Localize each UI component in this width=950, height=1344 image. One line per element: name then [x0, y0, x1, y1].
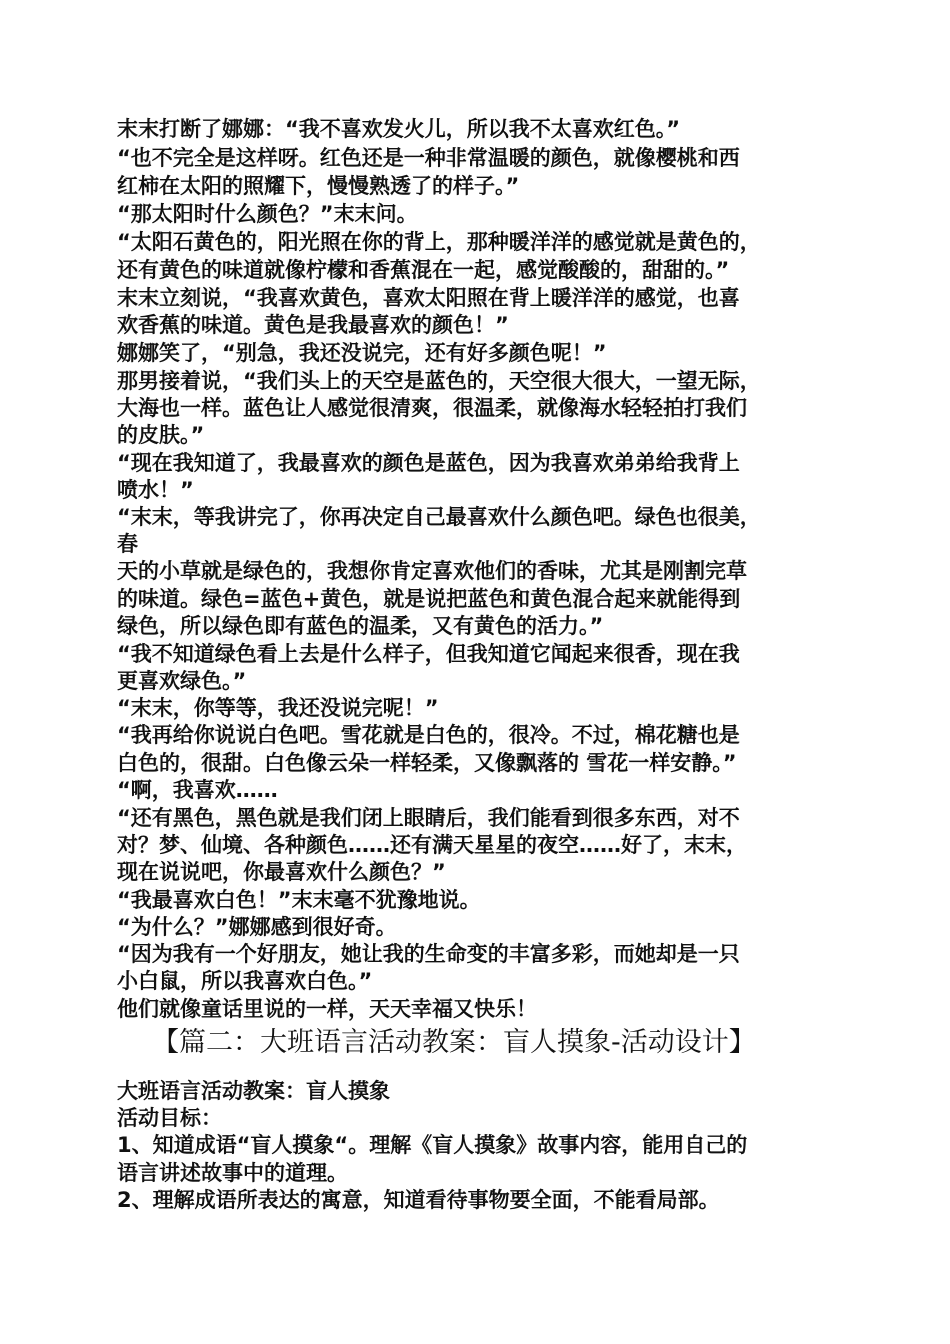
- text-line: 娜娜笑了，“别急，我还没说完，还有好多颜色呢！”: [117, 341, 607, 365]
- text-line: “末末，你等等，我还没说完呢！”: [117, 696, 439, 720]
- text-line: “末末，等我讲完了，你再决定自己最喜欢什么颜色吧。绿色也很美，: [117, 505, 761, 529]
- text-line: 小白鼠，所以我喜欢白色。”: [117, 969, 373, 993]
- text-line: 喷水！”: [117, 478, 194, 502]
- text-line: “太阳石黄色的，阳光照在你的背上，那种暖洋洋的感觉就是黄色的，: [117, 230, 761, 254]
- text-line: 的味道。绿色=蓝色+黄色，就是说把蓝色和黄色混合起来就能得到: [117, 587, 741, 611]
- text-line: “我再给你说说白色吧。雪花就是白色的，很冷。不过，棉花糖也是: [117, 723, 740, 747]
- text-line: 绿色，所以绿色即有蓝色的温柔，又有黄色的活力。”: [117, 614, 604, 638]
- text-line: 红柿在太阳的照耀下，慢慢熟透了的样子。”: [117, 174, 520, 198]
- text-line: “啊，我喜欢……: [117, 778, 278, 802]
- text-line: “也不完全是这样呀。红色还是一种非常温暖的颜色，就像樱桃和西: [117, 146, 740, 170]
- text-line: “还有黑色，黑色就是我们闭上眼睛后，我们能看到很多东西，对不: [117, 806, 740, 830]
- lesson-goals-label: 活动目标：: [117, 1106, 222, 1130]
- lesson-goal-line: 语言讲述故事中的道理。: [117, 1161, 348, 1185]
- lesson-goal-line: 2、理解成语所表达的寓意，知道看待事物要全面，不能看局部。: [117, 1188, 720, 1212]
- text-line: 对？梦、仙境、各种颜色……还有满天星星的夜空……好了，末末，: [117, 833, 747, 857]
- text-line: 春: [117, 532, 138, 556]
- text-line: “我不知道绿色看上去是什么样子，但我知道它闻起来很香，现在我: [117, 642, 740, 666]
- text-line: “为什么？”娜娜感到很好奇。: [117, 915, 397, 939]
- text-line: 白色的，很甜。白色像云朵一样轻柔，又像飘落的 雪花一样安静。”: [117, 751, 737, 775]
- text-line: 天的小草就是绿色的，我想你肯定喜欢他们的香味，尤其是刚割完草: [117, 559, 747, 583]
- text-line: “那太阳时什么颜色？”末末问。: [117, 202, 418, 226]
- text-line: 他们就像童话里说的一样，天天幸福又快乐！: [117, 997, 537, 1021]
- text-line: “因为我有一个好朋友，她让我的生命变的丰富多彩，而她却是一只: [117, 942, 740, 966]
- text-line: 末末立刻说，“我喜欢黄色，喜欢太阳照在背上暖洋洋的感觉，也喜: [117, 286, 740, 310]
- section-heading: 【篇二：大班语言活动教案：盲人摸象-活动设计】: [152, 1027, 756, 1058]
- text-line: 更喜欢绿色。”: [117, 669, 247, 693]
- lesson-title: 大班语言活动教案：盲人摸象: [117, 1079, 390, 1103]
- text-line: 那男接着说，“我们头上的天空是蓝色的，天空很大很大，一望无际，: [117, 369, 761, 393]
- text-line: 的皮肤。”: [117, 423, 205, 447]
- text-line: 欢香蕉的味道。黄色是我最喜欢的颜色！”: [117, 313, 509, 337]
- text-line: “我最喜欢白色！”末末毫不犹豫地说。: [117, 888, 481, 912]
- lesson-goal-line: 1、知道成语“盲人摸象“。理解《盲人摸象》故事内容，能用自己的: [117, 1133, 748, 1157]
- text-line: 大海也一样。蓝色让人感觉很清爽，很温柔，就像海水轻轻拍打我们: [117, 396, 747, 420]
- text-line: 末末打断了娜娜：“我不喜欢发火儿，所以我不太喜欢红色。”: [117, 117, 681, 141]
- text-line: “现在我知道了，我最喜欢的颜色是蓝色，因为我喜欢弟弟给我背上: [117, 451, 740, 475]
- text-line: 还有黄色的味道就像柠檬和香蕉混在一起，感觉酸酸的，甜甜的。”: [117, 258, 730, 282]
- text-line: 现在说说吧，你最喜欢什么颜色？”: [117, 860, 446, 884]
